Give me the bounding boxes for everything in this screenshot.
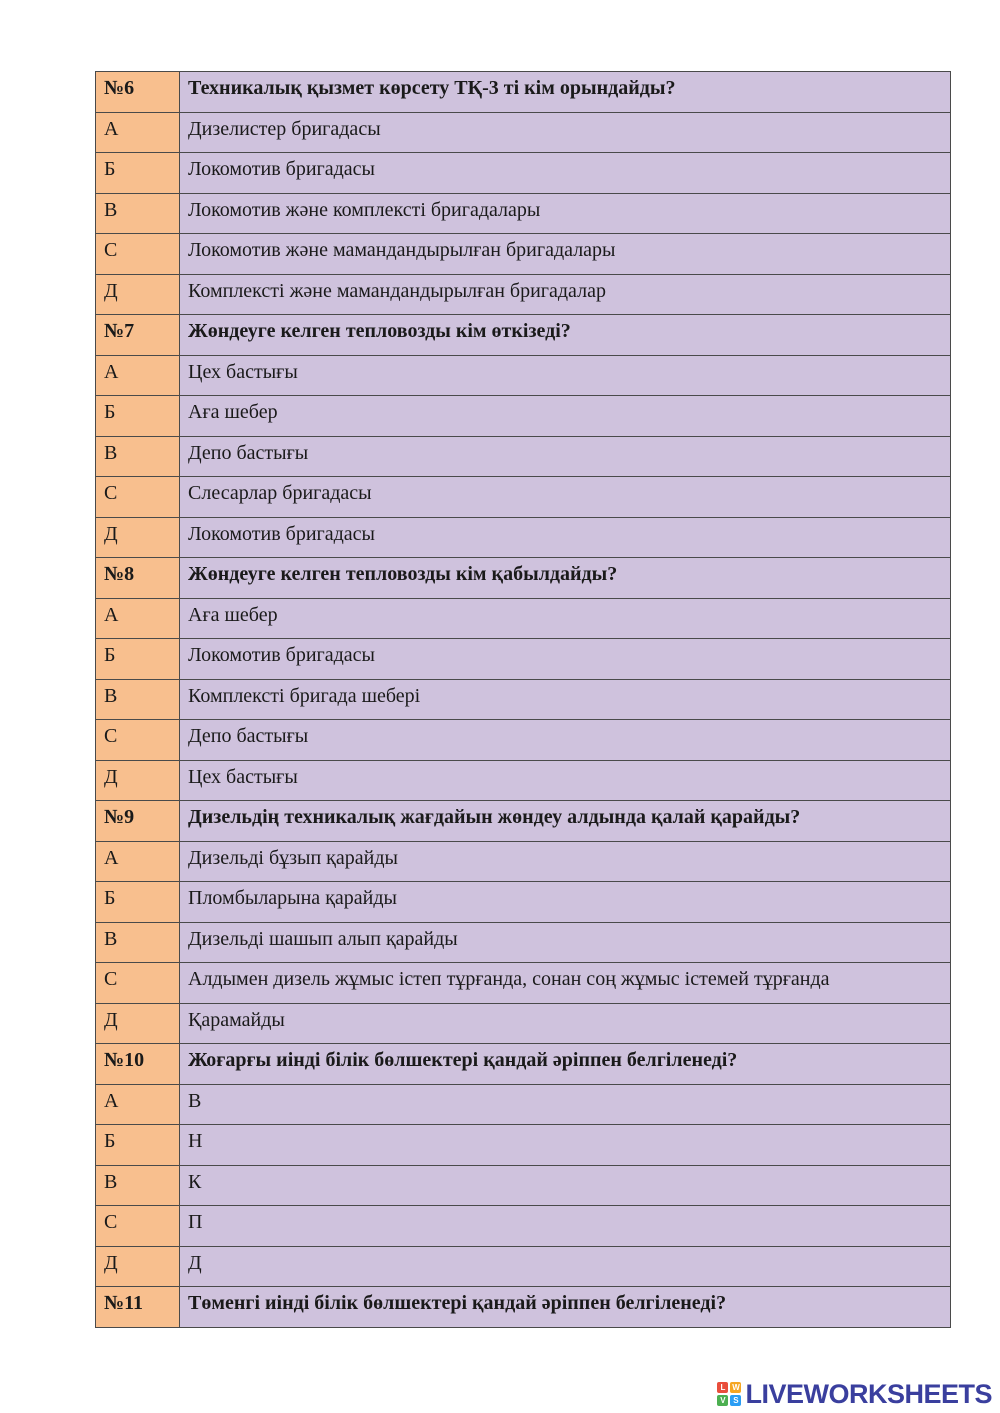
option-letter: С [96,1206,180,1247]
question-number: №8 [96,558,180,599]
question-text: Жөндеуге келген тепловозды кім өткізеді? [180,315,951,356]
answer-row [96,639,951,680]
option-text: Депо бастығы [180,436,951,477]
option-letter: В [96,1165,180,1206]
answer-row [96,1125,951,1166]
option-letter: Б [96,1125,180,1166]
option-text: Дизельді бұзып қарайды [180,841,951,882]
option-text: Локомотив және комплексті бригадалары [180,193,951,234]
question-text: Жоғарғы иінді білік бөлшектері қандай әріппен белгіленеді? [180,1044,951,1085]
option-letter: В [96,679,180,720]
option-text: К [180,1165,951,1206]
option-text: Комплексті бригада шебері [180,679,951,720]
question-row [96,315,951,356]
option-text: Пломбыларына қарайды [180,882,951,923]
option-letter: Б [96,639,180,680]
question-text: Төменгі иінді білік бөлшектері қандай әріппен белгіленеді? [180,1287,951,1328]
question-number: №9 [96,801,180,842]
quiz-body [96,72,951,1328]
option-text: Аға шебер [180,396,951,437]
option-text: В [180,1084,951,1125]
option-text: Аға шебер [180,598,951,639]
answer-row [96,355,951,396]
question-row [96,72,951,113]
option-letter: Б [96,153,180,194]
option-text: П [180,1206,951,1247]
answer-row [96,112,951,153]
question-text: Дизельдің техникалық жағдайын жөндеу алдында қалай қарайды? [180,801,951,842]
answer-row [96,841,951,882]
option-text: Локомотив бригадасы [180,639,951,680]
option-text: Д [180,1246,951,1287]
answer-row [96,1003,951,1044]
option-letter: Д [96,517,180,558]
question-number: №10 [96,1044,180,1085]
quiz-table [95,71,951,1328]
question-text: Жөндеуге келген тепловозды кім қабылдайды? [180,558,951,599]
option-letter: А [96,355,180,396]
answer-row [96,882,951,923]
option-letter: Д [96,760,180,801]
option-text: Дизельді шашып алып қарайды [180,922,951,963]
option-letter: С [96,234,180,275]
option-text: Слесарлар бригадасы [180,477,951,518]
logo-letter: V [717,1395,728,1406]
option-letter: А [96,841,180,882]
option-text: Дизелистер бригадасы [180,112,951,153]
answer-row [96,1165,951,1206]
question-number: №6 [96,72,180,113]
option-letter: Д [96,1003,180,1044]
question-text: Техникалық қызмет көрсету ТҚ-3 ті кім орындайды? [180,72,951,113]
answer-row [96,517,951,558]
answer-row [96,1084,951,1125]
option-letter: Б [96,882,180,923]
answer-row [96,760,951,801]
option-letter: В [96,922,180,963]
answer-row [96,1246,951,1287]
option-text: Локомотив бригадасы [180,153,951,194]
option-text: Н [180,1125,951,1166]
liveworksheets-logo-icon [717,1382,741,1406]
option-letter: А [96,598,180,639]
logo-letter: W [732,1383,740,1392]
option-letter: С [96,477,180,518]
option-letter: В [96,193,180,234]
option-text: Комплексті және мамандандырылған бригадалар [180,274,951,315]
brand-name: LIVEWORKSHEETS [745,1378,992,1409]
option-text: Қарамайды [180,1003,951,1044]
logo-letter: S [730,1395,741,1406]
answer-row [96,153,951,194]
answer-row [96,274,951,315]
question-row [96,1287,951,1328]
answer-row [96,922,951,963]
option-letter: В [96,436,180,477]
option-letter: С [96,720,180,761]
option-text: Алдымен дизель жұмыс істеп тұрғанда, сонан соң жұмыс істемей тұрғанда [180,963,951,1004]
answer-row [96,193,951,234]
answer-row [96,234,951,275]
answer-row [96,1206,951,1247]
answer-row [96,396,951,437]
answer-row [96,477,951,518]
question-row [96,1044,951,1085]
answer-row [96,436,951,477]
question-row [96,801,951,842]
answer-row [96,963,951,1004]
option-letter: С [96,963,180,1004]
question-number: №11 [96,1287,180,1328]
question-row [96,558,951,599]
question-number: №7 [96,315,180,356]
answer-row [96,679,951,720]
option-text: Локомотив бригадасы [180,517,951,558]
answer-row [96,720,951,761]
logo-letter: L [717,1382,728,1393]
option-letter: Д [96,274,180,315]
option-text: Цех бастығы [180,760,951,801]
option-letter: Б [96,396,180,437]
option-letter: А [96,112,180,153]
option-text: Цех бастығы [180,355,951,396]
option-text: Депо бастығы [180,720,951,761]
option-letter: Д [96,1246,180,1287]
answer-row [96,598,951,639]
liveworksheets-brand[interactable] [717,1378,992,1410]
option-text: Локомотив және мамандандырылған бригадалары [180,234,951,275]
option-letter: А [96,1084,180,1125]
